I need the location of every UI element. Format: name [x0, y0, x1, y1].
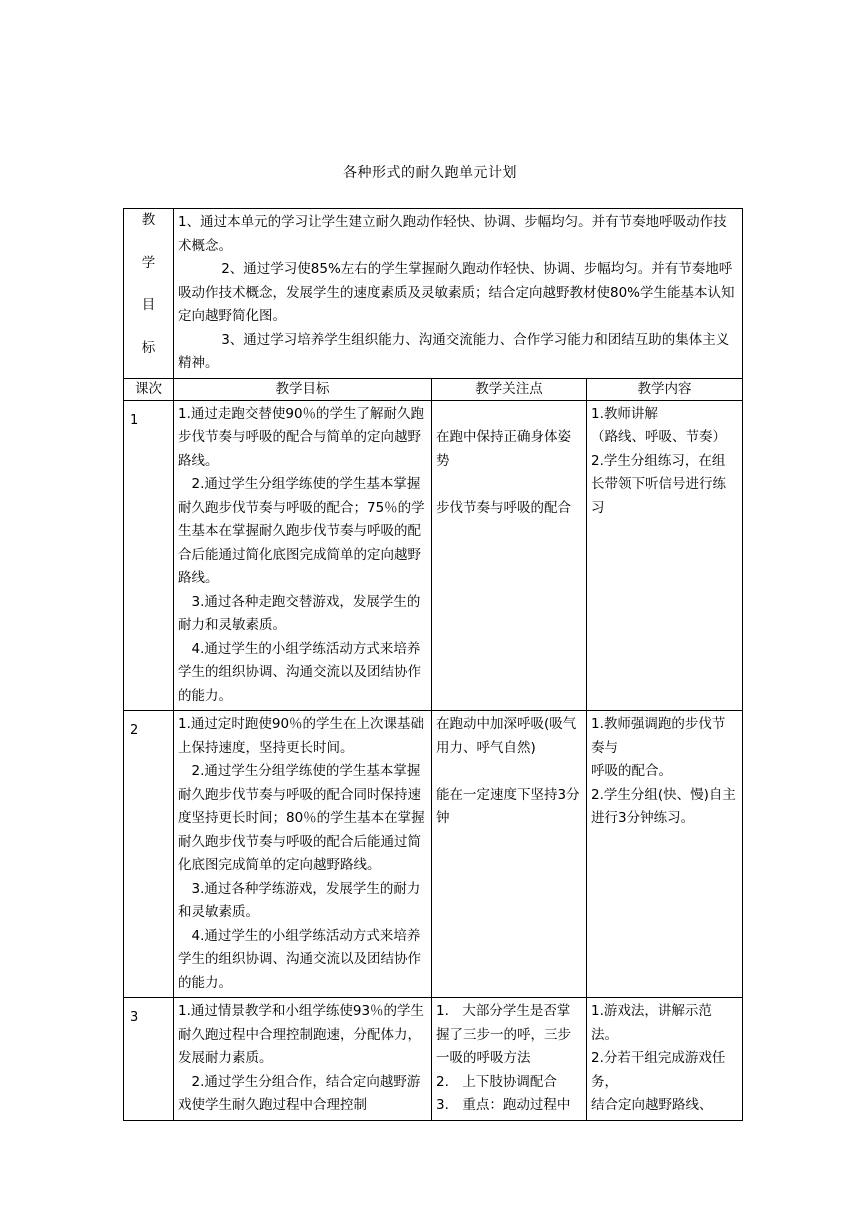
header-focus: 教学关注点: [432, 378, 587, 400]
table-row: [124, 711, 743, 998]
focus-item: 步伐节奏与呼吸的配合: [436, 499, 571, 516]
focus-item: 2. 上下肢协调配合: [436, 1073, 557, 1090]
objective-item: 1.通过情景教学和小组学练使93％的学生耐久跑过程中合理控制跑速，分配体力，发展耐力素质。: [178, 1003, 425, 1066]
goal-text-cell: [174, 209, 743, 379]
objective-item: 1.通过走跑交替使90％的学生了解耐久跑步伐节奏与呼吸的配合与简单的定向越野路线。: [178, 405, 425, 469]
content-item: （路线、呼吸、节奏）: [591, 429, 726, 445]
goal-label-char: 标: [141, 339, 156, 356]
goal-paragraph: 2、通过学习使85%左右的学生掌握耐久跑动作轻快、协调、步幅均匀。并有节奏地呼吸动作技术概念，发展学生的速度素质及灵敏素质；结合定向越野教材使80%学生能基本认知定向越野简化图。: [178, 261, 735, 324]
content-item: 进行3分钟练习。: [591, 810, 695, 826]
header-objectives: 教学目标: [174, 378, 432, 400]
content-item: 结合定向越野路线、: [591, 1097, 713, 1113]
goal-row: [124, 209, 743, 379]
focus-item: 能在一定速度下坚持3分钟: [436, 786, 580, 826]
lesson-number: 3: [124, 998, 174, 1121]
objective-item: 2.通过学生分组学练使的学生基本掌握耐久跑步伐节奏与呼吸的配合同时保持速度坚持更长时间；80％的学生基本在掌握耐久跑步伐节奏与呼吸的配合后能通过简化底图完成简单的定向越野路线。: [178, 763, 425, 873]
content-item: 2.分若干组完成游戏任务，: [591, 1050, 726, 1090]
focus-cell: [432, 711, 587, 998]
objective-item: 3.通过各种走跑交替游戏，发展学生的耐力和灵敏素质。: [178, 593, 421, 633]
content-item: 1.教师讲解: [591, 405, 658, 422]
goal-label-char: 目: [141, 297, 156, 313]
goal-label-cell: [124, 209, 174, 379]
content-item: 2.学生分组练习，在组长带领下听信号进行练习: [591, 452, 726, 516]
focus-item: 1. 大部分学生是否掌握了三步一的呼，三步一吸的呼吸方法: [436, 1003, 571, 1066]
document-title: 各种形式的耐久跑单元计划: [343, 165, 517, 181]
content-item: 2.学生分组(快、慢)自主: [591, 786, 736, 803]
objective-item: 1.通过定时跑使90％的学生在上次课基础上保持速度，坚持更长时间。: [178, 716, 425, 756]
goal-paragraph: 3、通过学习培养学生组织能力、沟通交流能力、合作学习能力和团结互助的集体主义精神。: [178, 331, 730, 371]
content-cell: [587, 998, 743, 1121]
lesson-number: 2: [124, 711, 174, 998]
content-cell: [587, 711, 743, 998]
objective-item: 4.通过学生的小组学练活动方式来培养学生的组织协调、沟通交流以及团结协作的能力。: [178, 927, 421, 991]
objective-item: 2.通过学生分组合作，结合定向越野游戏使学生耐久跑过程中合理控制: [178, 1073, 421, 1113]
objectives-cell: [174, 400, 432, 711]
goal-paragraph: 1、通过本单元的学习让学生建立耐久跑动作轻快、协调、步幅均匀。并有节奏地呼吸动作技术概念。: [178, 214, 727, 254]
focus-cell: [432, 400, 587, 711]
table-row: [124, 998, 743, 1121]
goal-label-char: 教: [141, 212, 156, 228]
table-row: [124, 400, 743, 711]
header-content: 教学内容: [587, 378, 743, 400]
header-lesson: 课次: [124, 378, 174, 400]
lesson-number: 1: [124, 400, 174, 711]
objectives-cell: [174, 998, 432, 1121]
focus-item: 在跑动中加深呼吸(吸气用力、呼气自然): [436, 716, 577, 756]
content-item: 1.游戏法，讲解示范法。: [591, 1003, 712, 1043]
content-item: 呼吸的配合。: [591, 763, 672, 779]
goal-label-char: 学: [141, 254, 156, 271]
objective-item: 4.通过学生的小组学练活动方式来培养学生的组织协调、沟通交流以及团结协作的能力。: [178, 640, 421, 704]
focus-item: 3. 重点：跑动过程中: [436, 1097, 571, 1113]
focus-cell: [432, 998, 587, 1121]
objective-item: 2.通过学生分组学练使的学生基本掌握耐久跑步伐节奏与呼吸的配合；75％的学生基本在掌握耐久跑步伐节奏与呼吸的配合后能通过简化底图完成简单的定向越野路线。: [178, 476, 425, 586]
objectives-cell: [174, 711, 432, 998]
content-cell: [587, 400, 743, 711]
objective-item: 3.通过各种学练游戏，发展学生的耐力和灵敏素质。: [178, 880, 421, 920]
content-item: 1.教师强调跑的步伐节奏与: [591, 716, 726, 756]
focus-item: 在跑中保持正确身体姿势: [436, 429, 571, 469]
table-header-row: [124, 378, 743, 400]
unit-plan-table: [123, 208, 743, 1121]
